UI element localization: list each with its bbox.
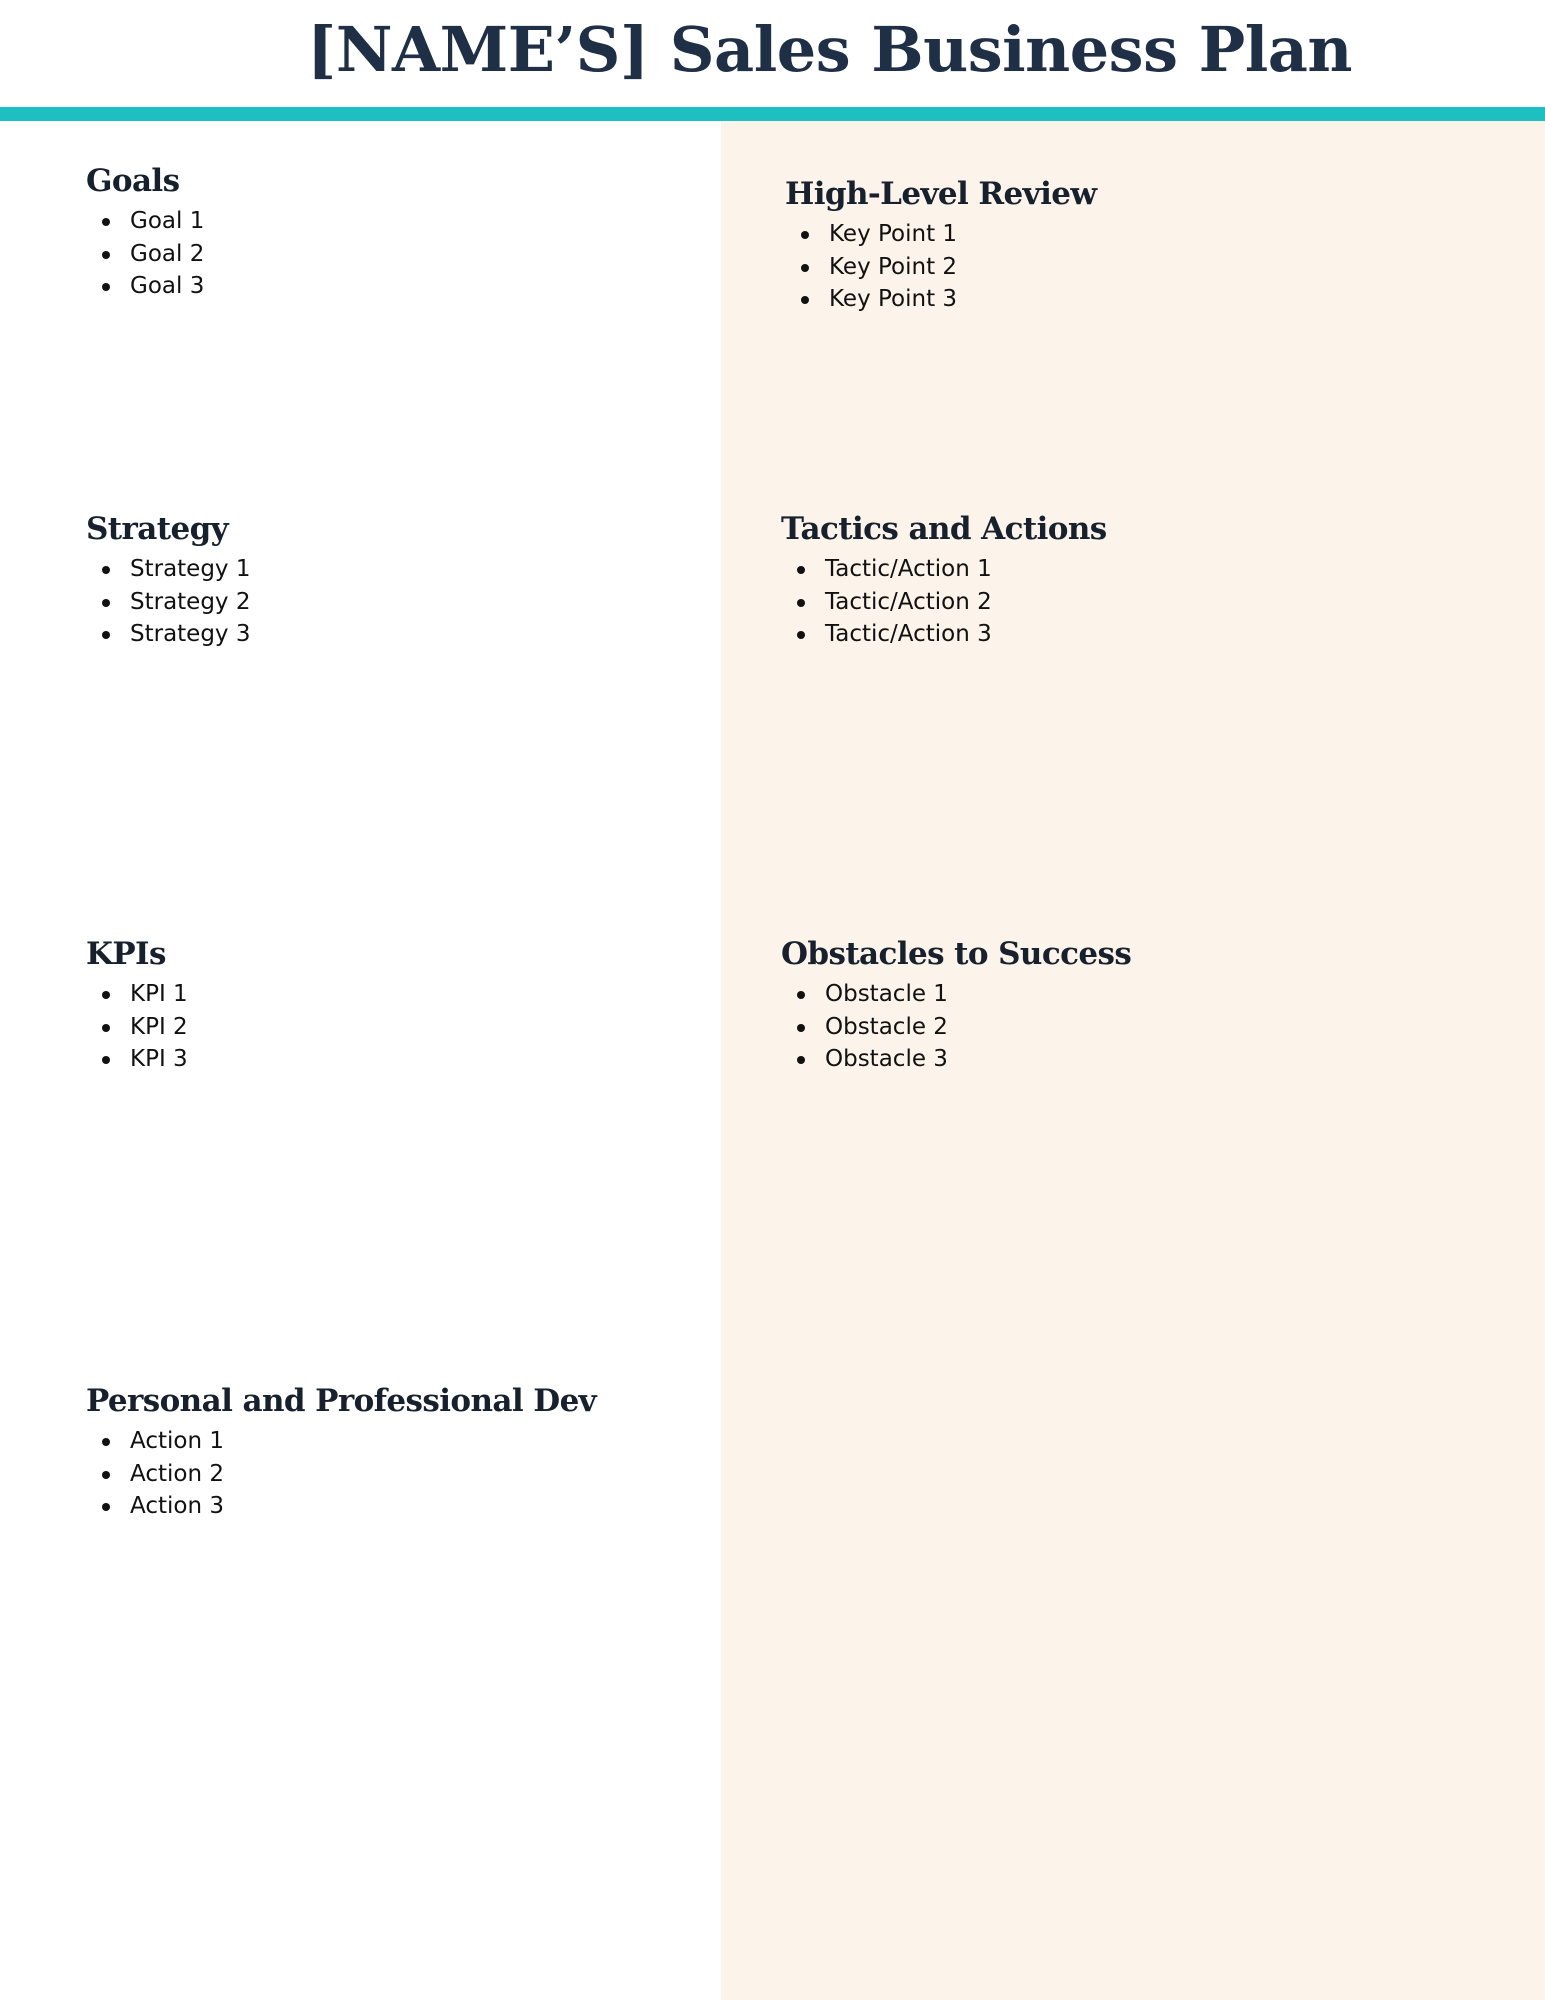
bullet-icon	[797, 991, 805, 999]
tactic-list-item	[781, 618, 1107, 651]
document-title: [NAME’S] Sales Business Plan	[307, 13, 1352, 86]
dev-action-list-item	[86, 1458, 596, 1491]
tactic-text: Tactic/Action 3	[825, 621, 992, 647]
personal-professional-dev-section	[86, 1381, 596, 1523]
bullet-icon	[801, 231, 809, 239]
strategy-list-item	[86, 586, 251, 619]
goal-text: Goal 3	[130, 273, 205, 299]
strategy-text: Strategy 1	[130, 556, 251, 582]
bullet-icon	[102, 1024, 110, 1032]
bullet-icon	[797, 1024, 805, 1032]
key-point-text: Key Point 2	[829, 253, 958, 280]
bullet-icon	[797, 631, 805, 639]
bullet-icon	[102, 631, 110, 639]
bullet-icon	[102, 1503, 110, 1511]
bullet-icon	[797, 1056, 805, 1064]
bullet-icon	[102, 566, 110, 574]
dev-action-list-item	[86, 1490, 596, 1523]
bullet-icon	[797, 566, 805, 574]
obstacles-heading: Obstacles to Success	[781, 936, 1132, 972]
kpi-text: KPI 3	[130, 1046, 188, 1072]
strategy-section	[86, 509, 251, 651]
strategy-text: Strategy 3	[130, 621, 251, 647]
obstacles-section	[781, 934, 1131, 1076]
tactic-text: Tactic/Action 1	[825, 556, 992, 582]
tactic-list-item	[781, 553, 1107, 586]
obstacle-list-item	[781, 1043, 1131, 1076]
bullet-icon	[801, 264, 809, 272]
bullet-icon	[102, 283, 110, 291]
personal-professional-dev-heading: Personal and Professional Dev	[86, 1383, 597, 1419]
dev-action-text: Action 3	[130, 1493, 224, 1519]
obstacle-text: Obstacle 1	[825, 981, 948, 1007]
bullet-icon	[102, 991, 110, 999]
high-level-review-section	[785, 174, 1096, 316]
obstacles-list	[781, 978, 1131, 1076]
kpi-text: KPI 2	[130, 1013, 188, 1040]
bullet-icon	[801, 296, 809, 304]
dev-action-list-item	[86, 1425, 596, 1458]
tactics-actions-list	[781, 553, 1107, 651]
tactic-text: Tactic/Action 2	[825, 588, 992, 615]
obstacle-text: Obstacle 3	[825, 1046, 948, 1072]
dev-action-text: Action 2	[130, 1460, 224, 1487]
document-header	[0, 0, 1545, 106]
bullet-icon	[102, 1438, 110, 1446]
review-list-item	[785, 283, 1096, 316]
strategy-list	[86, 553, 251, 651]
bullet-icon	[102, 218, 110, 226]
kpi-list-item	[86, 978, 188, 1011]
kpi-text: KPI 1	[130, 981, 188, 1007]
high-level-review-list	[785, 218, 1096, 316]
goals-list-item	[86, 238, 204, 271]
goal-text: Goal 2	[130, 240, 205, 267]
strategy-list-item	[86, 618, 251, 651]
obstacle-list-item	[781, 978, 1131, 1011]
kpi-list-item	[86, 1011, 188, 1044]
review-list-item	[785, 251, 1096, 284]
tactics-actions-heading: Tactics and Actions	[781, 511, 1107, 547]
bullet-icon	[102, 1056, 110, 1064]
strategy-list-item	[86, 553, 251, 586]
bullet-icon	[102, 599, 110, 607]
bullet-icon	[102, 1471, 110, 1479]
tactic-list-item	[781, 586, 1107, 619]
obstacle-list-item	[781, 1011, 1131, 1044]
high-level-review-heading: High-Level Review	[785, 176, 1097, 212]
kpi-list-item	[86, 1043, 188, 1076]
kpis-section	[86, 934, 188, 1076]
dev-action-text: Action 1	[130, 1428, 224, 1454]
personal-professional-dev-list	[86, 1425, 596, 1523]
goals-section	[86, 161, 204, 303]
key-point-text: Key Point 3	[829, 286, 958, 312]
kpis-list	[86, 978, 188, 1076]
bullet-icon	[102, 251, 110, 259]
goals-list-item	[86, 205, 204, 238]
goals-list	[86, 205, 204, 303]
bullet-icon	[797, 599, 805, 607]
accent-divider	[0, 107, 1545, 121]
key-point-text: Key Point 1	[829, 221, 958, 247]
goals-heading: Goals	[86, 163, 180, 199]
kpis-heading: KPIs	[86, 936, 166, 972]
goals-list-item	[86, 270, 204, 303]
review-list-item	[785, 218, 1096, 251]
strategy-text: Strategy 2	[130, 588, 251, 615]
tactics-actions-section	[781, 509, 1107, 651]
goal-text: Goal 1	[130, 208, 205, 234]
strategy-heading: Strategy	[86, 511, 229, 547]
obstacle-text: Obstacle 2	[825, 1013, 948, 1040]
